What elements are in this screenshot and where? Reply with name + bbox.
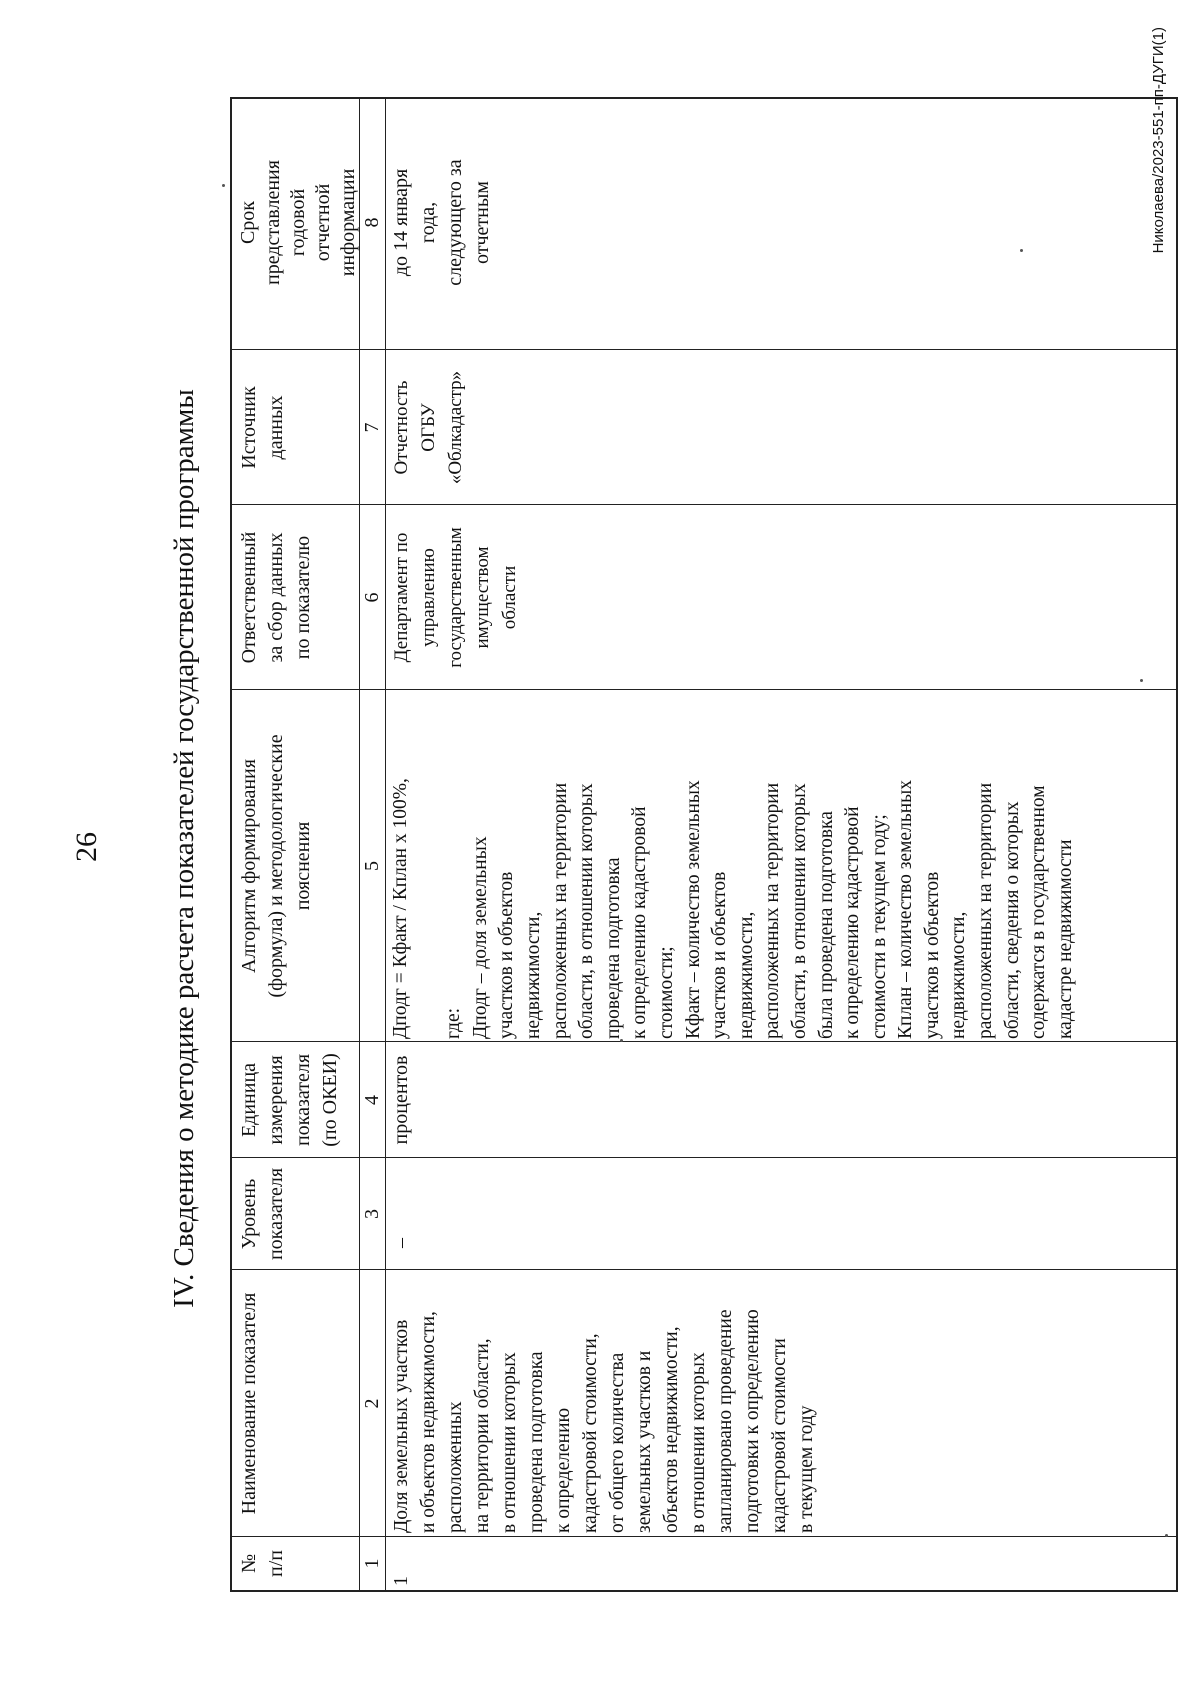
column-number: 5 <box>361 861 383 871</box>
indicators-table <box>230 97 1178 1592</box>
column-number: 1 <box>361 1558 383 1569</box>
row-algorithm: Дподг = Кфакт / Кплан х 100%, где: Дподг – доля земельных участков и объектов недвижимости, расположенных на территории области, в отношении которых проведена подготовка к определению кадастровой стоимости; Кфакт – количество земельных участков и объектов недвижимости, расположенных на территории области, в отношении которых была проведена подготовка к определению кадастровой стоимости в текущем году; Кплан – количество земельных участков и объектов недвижимости, расположенных на территории области, сведения о которых содержатся в государственном кадастре недвижимости <box>390 778 1076 1039</box>
row-level: – <box>390 1238 412 1248</box>
scan-speck <box>1165 1534 1168 1537</box>
row-deadline: до 14 января года, следующего за отчетным <box>390 159 493 286</box>
scan-speck <box>222 184 225 187</box>
header-unit: Единица измерения показателя (по ОКЕИ) <box>238 1053 341 1147</box>
page-number: 26 <box>70 832 103 862</box>
scan-speck <box>620 1039 623 1042</box>
row-responsible: Департамент по управлению государственным имуществом области <box>391 527 520 668</box>
row-indicator-name: Доля земельных участков и объектов недвижимости, расположенных на территории области, в отношении которых проведена подготовка к определению кадастровой стоимости, от общего количества земельных участков и объектов недвижимости, в отношении которых запланировано проведение подготовки к определению кадастровой стоимости в текущем году <box>391 1309 817 1533</box>
page-title: IV. Сведения о методике расчета показателей государственной программы <box>168 389 200 1308</box>
column-number: 4 <box>361 1095 383 1105</box>
document-footer: Николаева/2023-551-пп-ДУГИ(1) <box>1150 27 1167 254</box>
header-name: Наименование показателя <box>238 1292 260 1515</box>
scan-speck <box>1140 679 1143 682</box>
scan-speck <box>1020 249 1023 252</box>
header-deadline: Срок представления годовой отчетной информации <box>237 160 359 285</box>
header-source: Источник данных <box>238 386 287 469</box>
header-algorithm: Алгоритм формирования (формула) и методологические пояснения <box>238 734 314 998</box>
column-number: 8 <box>361 217 383 228</box>
column-number: 3 <box>361 1209 383 1219</box>
column-number: 7 <box>361 422 383 433</box>
header-level: Уровень показателя <box>238 1167 287 1261</box>
column-number: 6 <box>361 592 383 603</box>
header-num: № п/п <box>238 1550 287 1577</box>
row-num: 1 <box>390 1576 412 1586</box>
row-unit: процентов <box>390 1055 412 1145</box>
row-source: Отчетность ОГБУ «Облкадастр» <box>391 370 466 485</box>
header-responsible: Ответственный за сбор данных по показателю <box>238 531 314 664</box>
column-number: 2 <box>361 1398 383 1409</box>
